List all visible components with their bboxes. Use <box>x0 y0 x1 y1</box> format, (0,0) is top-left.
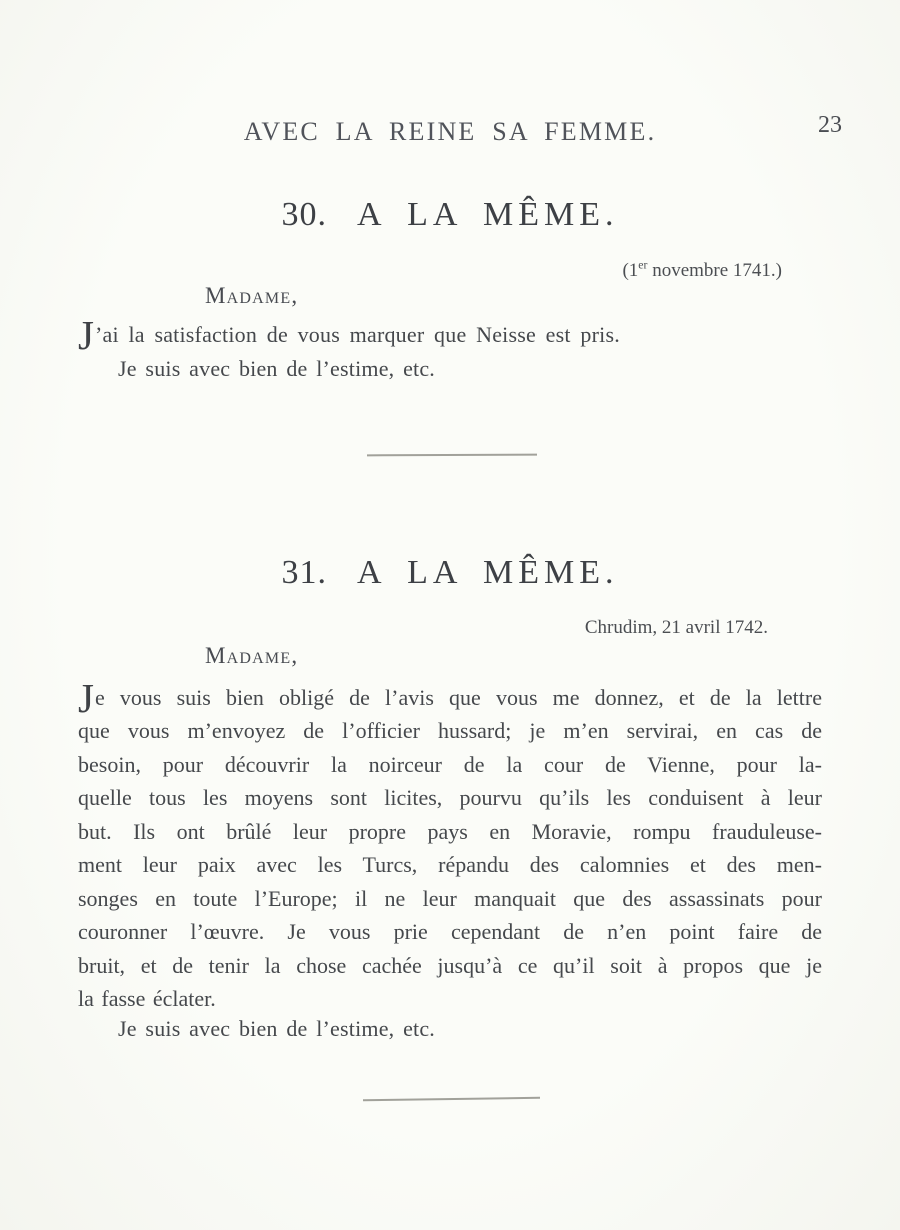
body-line-text: ’ai la satisfaction de vous marquer que Neisse est pris. <box>94 322 620 347</box>
letter-body-line: que vous m’envoyez de l’officier hussard; je m’en servirai, en cas de <box>78 718 822 744</box>
letter-title: A LA MÊME. <box>356 554 619 591</box>
dateline-text: Chrudim, 21 avril 1742. <box>584 617 768 638</box>
letter-body-line: bruit, et de tenir la chose cachée jusqu’à ce qu’il soit à propos que je <box>78 952 822 978</box>
letter-30-heading <box>78 195 822 235</box>
letter-body-line: besoin, pour découvrir la noirceur de la cour de Vienne, pour la- <box>78 751 822 777</box>
drop-cap: J <box>78 675 94 721</box>
section-divider <box>363 1097 540 1101</box>
salutation: Madame, <box>205 283 299 308</box>
letter-number: 31. <box>281 554 327 591</box>
running-header: AVEC LA REINE SA FEMME. <box>243 117 657 146</box>
section-divider <box>367 454 537 456</box>
salutation: Madame, <box>205 643 299 668</box>
page-number: 23 <box>818 112 842 138</box>
letter-number: 30. <box>281 196 327 233</box>
letter-body-line: ment leur paix avec les Turcs, répandu des calomnies et des men- <box>78 852 822 878</box>
letter-30-dateline <box>622 257 782 285</box>
letter-31-dateline <box>585 614 768 642</box>
dateline-text: novembre 1741.) <box>647 260 782 281</box>
letter-30-body <box>78 312 822 358</box>
letter-closing: Je suis avec bien de l’estime, etc. <box>118 1016 436 1041</box>
letter-31-body <box>78 675 822 1016</box>
letter-body-line <box>78 312 822 358</box>
letter-body-line: la fasse éclater. <box>78 986 216 1012</box>
dateline-text: (1 <box>622 260 639 281</box>
letter-body-line: couronner l’œuvre. Je vous prie cependant de n’en point faire de <box>78 919 822 945</box>
drop-cap: J <box>78 312 94 358</box>
letter-title: A LA MÊME. <box>356 196 619 233</box>
letter-body-line: songes en toute l’Europe; il ne leur manquait que des assassinats pour <box>78 885 822 911</box>
letter-31-heading <box>78 553 822 593</box>
letter-body-line <box>78 675 822 721</box>
letter-closing: Je suis avec bien de l’estime, etc. <box>118 356 436 381</box>
body-line-text: e vous suis bien obligé de l’avis que vous me donnez, et de la lettre <box>94 685 822 710</box>
letter-body-line: but. Ils ont brûlé leur propre pays en Moravie, rompu frauduleuse- <box>78 818 822 844</box>
ordinal-superscript: er <box>638 258 648 272</box>
letter-body-line: quelle tous les moyens sont licites, pourvu qu’ils les conduisent à leur <box>78 785 822 811</box>
